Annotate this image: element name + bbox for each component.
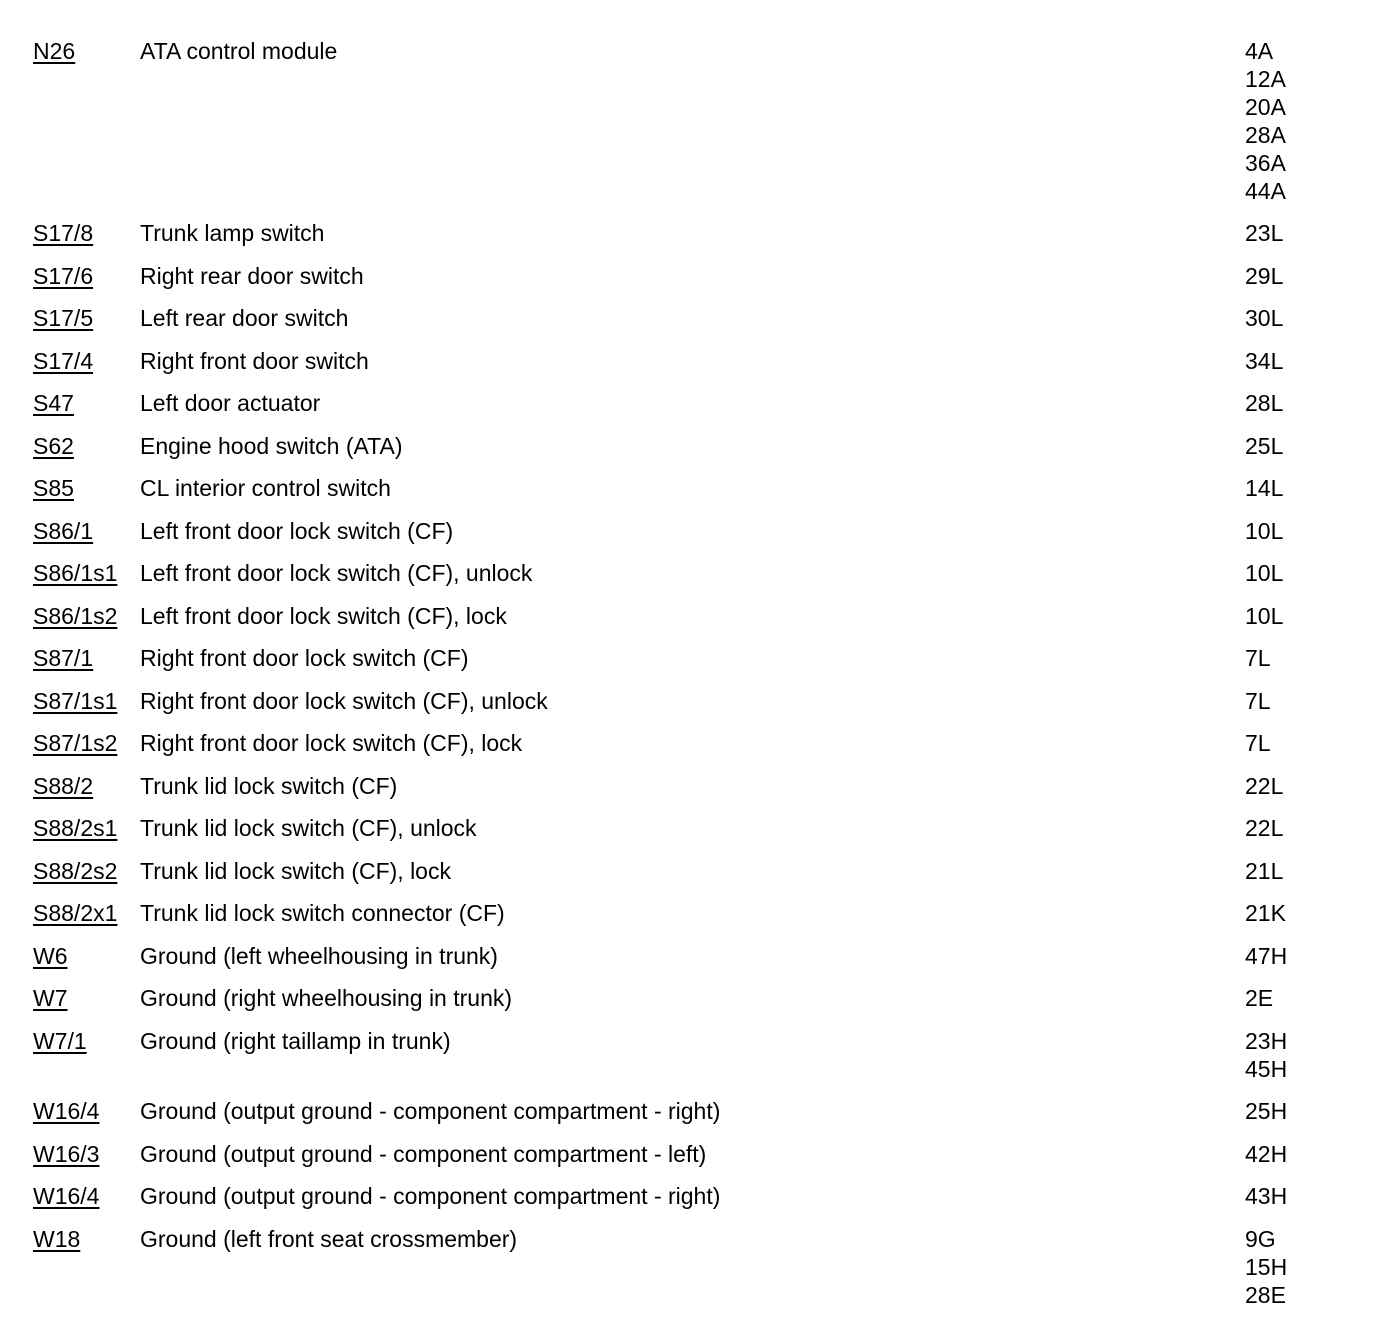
grid-location: 20A	[1245, 94, 1286, 120]
grid-location-list	[1245, 772, 1365, 800]
grid-location: 43H	[1245, 1183, 1288, 1209]
component-code-link[interactable]: W6	[33, 943, 68, 969]
component-description: Left front door lock switch (CF), unlock	[140, 560, 533, 586]
component-code-link[interactable]: S86/1s1	[33, 560, 118, 586]
component-code-link[interactable]: N26	[33, 38, 76, 64]
grid-location: 28L	[1245, 390, 1284, 416]
grid-location: 14L	[1245, 475, 1284, 501]
component-code-link[interactable]: S17/4	[33, 348, 94, 374]
grid-location-list	[1245, 304, 1365, 332]
component-code-link[interactable]: S62	[33, 433, 74, 459]
component-description: ATA control module	[140, 38, 338, 64]
component-code-link[interactable]: S86/1s2	[33, 603, 118, 629]
component-code-link[interactable]: W7	[33, 985, 68, 1011]
grid-location-list	[1245, 729, 1365, 757]
grid-location-list	[1245, 37, 1365, 205]
grid-location-list	[1245, 1225, 1365, 1309]
component-code-link[interactable]: W16/4	[33, 1183, 100, 1209]
grid-location: 10L	[1245, 518, 1284, 544]
grid-location: 34L	[1245, 348, 1284, 374]
component-description: Trunk lamp switch	[140, 220, 325, 246]
grid-location: 9G	[1245, 1226, 1276, 1252]
grid-location-list	[1245, 1140, 1365, 1168]
component-code-link[interactable]: S87/1	[33, 645, 94, 671]
grid-location: 47H	[1245, 943, 1288, 969]
grid-location-list	[1245, 984, 1365, 1012]
grid-location: 45H	[1245, 1056, 1288, 1082]
component-code-link[interactable]: S17/5	[33, 305, 94, 331]
grid-location: 7L	[1245, 730, 1271, 756]
component-description: Ground (output ground - component compartment - left)	[140, 1141, 707, 1167]
component-description: CL interior control switch	[140, 475, 391, 501]
grid-location: 28A	[1245, 122, 1286, 148]
component-description: Ground (left front seat crossmember)	[140, 1226, 518, 1252]
component-code-link[interactable]: S86/1	[33, 518, 94, 544]
grid-location: 7L	[1245, 645, 1271, 671]
component-description: Right front door lock switch (CF), unlock	[140, 688, 548, 714]
component-description: Right front door lock switch (CF)	[140, 645, 469, 671]
grid-location-list	[1245, 1182, 1365, 1210]
grid-location: 21L	[1245, 858, 1284, 884]
grid-location-list	[1245, 644, 1365, 672]
grid-location: 25L	[1245, 433, 1284, 459]
grid-location-list	[1245, 517, 1365, 545]
grid-location: 42H	[1245, 1141, 1288, 1167]
component-description: Engine hood switch (ATA)	[140, 433, 403, 459]
component-code-link[interactable]: W16/3	[33, 1141, 100, 1167]
grid-location-list	[1245, 262, 1365, 290]
grid-location-list	[1245, 347, 1365, 375]
component-code-link[interactable]: S88/2x1	[33, 900, 118, 926]
component-description: Ground (right wheelhousing in trunk)	[140, 985, 513, 1011]
component-code-link[interactable]: W16/4	[33, 1098, 100, 1124]
grid-location: 36A	[1245, 150, 1286, 176]
grid-location-list	[1245, 602, 1365, 630]
component-description: Left door actuator	[140, 390, 321, 416]
component-description: Trunk lid lock switch connector (CF)	[140, 900, 505, 926]
grid-location: 12A	[1245, 66, 1286, 92]
grid-location: 7L	[1245, 688, 1271, 714]
component-description: Left front door lock switch (CF), lock	[140, 603, 507, 629]
grid-location-list	[1245, 942, 1365, 970]
grid-location: 44A	[1245, 178, 1286, 204]
component-code-link[interactable]: S87/1s1	[33, 688, 118, 714]
grid-location: 2E	[1245, 985, 1274, 1011]
component-code-link[interactable]: S85	[33, 475, 74, 501]
grid-location-list	[1245, 814, 1365, 842]
component-code-link[interactable]: S87/1s2	[33, 730, 118, 756]
component-description: Ground (left wheelhousing in trunk)	[140, 943, 498, 969]
grid-location-list	[1245, 857, 1365, 885]
component-description: Right rear door switch	[140, 263, 364, 289]
component-description: Left rear door switch	[140, 305, 349, 331]
grid-location-list	[1245, 899, 1365, 927]
component-code-link[interactable]: S17/8	[33, 220, 94, 246]
grid-location-list	[1245, 219, 1365, 247]
component-description: Left front door lock switch (CF)	[140, 518, 454, 544]
grid-location: 23L	[1245, 220, 1284, 246]
component-code-link[interactable]: W7/1	[33, 1028, 87, 1054]
grid-location: 22L	[1245, 773, 1284, 799]
grid-location: 22L	[1245, 815, 1284, 841]
grid-location: 21K	[1245, 900, 1286, 926]
grid-location-list	[1245, 432, 1365, 460]
component-description: Ground (output ground - component compartment - right)	[140, 1098, 721, 1124]
grid-location-list	[1245, 474, 1365, 502]
component-description: Ground (right taillamp in trunk)	[140, 1028, 451, 1054]
component-code-link[interactable]: S88/2s1	[33, 815, 118, 841]
grid-location-list	[1245, 687, 1365, 715]
grid-location: 4A	[1245, 38, 1274, 64]
grid-location: 15H	[1245, 1254, 1288, 1280]
grid-location: 10L	[1245, 560, 1284, 586]
grid-location-list	[1245, 559, 1365, 587]
component-description: Right front door switch	[140, 348, 369, 374]
grid-location: 29L	[1245, 263, 1284, 289]
grid-location: 28E	[1245, 1282, 1286, 1308]
grid-location: 23H	[1245, 1028, 1288, 1054]
component-description: Trunk lid lock switch (CF)	[140, 773, 398, 799]
component-description: Ground (output ground - component compartment - right)	[140, 1183, 721, 1209]
grid-location-list	[1245, 1097, 1365, 1125]
grid-location-list	[1245, 1027, 1365, 1083]
component-description: Trunk lid lock switch (CF), lock	[140, 858, 451, 884]
grid-location: 10L	[1245, 603, 1284, 629]
component-code-link[interactable]: S88/2	[33, 773, 94, 799]
component-code-link[interactable]: S17/6	[33, 263, 94, 289]
component-code-link[interactable]: S88/2s2	[33, 858, 118, 884]
grid-location: 25H	[1245, 1098, 1288, 1124]
grid-location-list	[1245, 389, 1365, 417]
component-code-link[interactable]: S47	[33, 390, 74, 416]
grid-location: 30L	[1245, 305, 1284, 331]
component-description: Right front door lock switch (CF), lock	[140, 730, 523, 756]
component-code-link[interactable]: W18	[33, 1226, 81, 1252]
component-description: Trunk lid lock switch (CF), unlock	[140, 815, 477, 841]
